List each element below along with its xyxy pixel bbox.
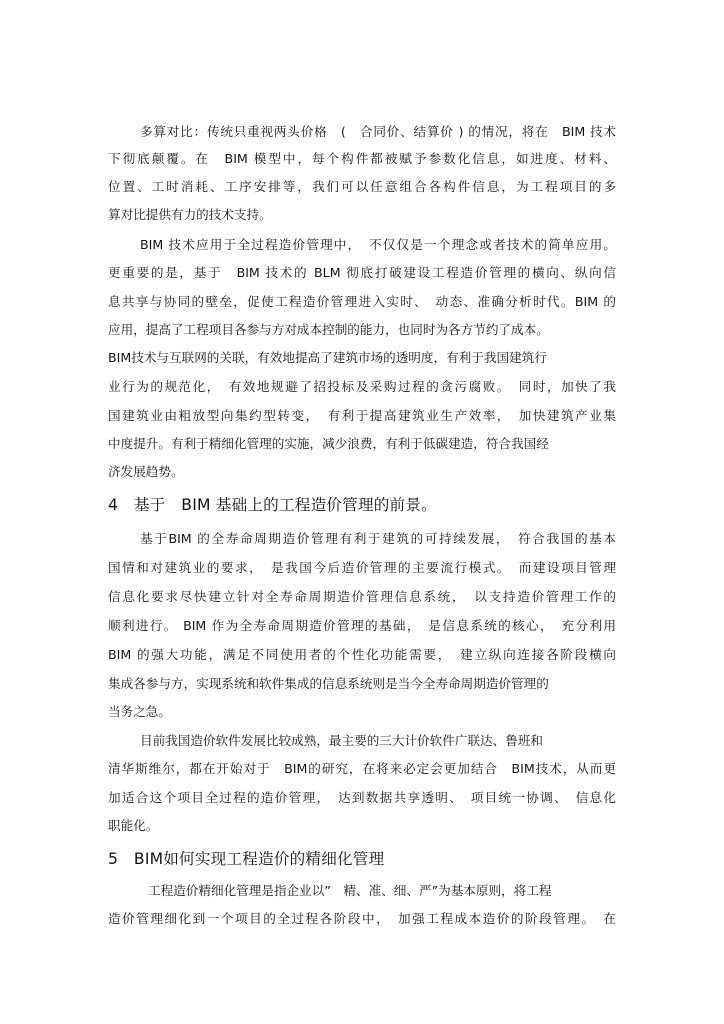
text-line: 位置、工时消耗、工序安排等，我们可以任意组合各构件信息，为工程项目的多 <box>108 179 616 194</box>
text-line: 国情和对建筑业的要求， 是我国今后造价管理的主要流行模式。 而建设项目管理 <box>108 560 616 575</box>
text-line: 息共享与协同的壁垒，促使工程造价管理进入实时、 动态、准确分析时代。BIM 的 <box>108 294 616 309</box>
text-line: 应用，提高了工程项目各参与方对成本控制的能力，也同时为各方节约了成本。 <box>108 322 549 337</box>
text-line: 目前我国造价软件发展比较成熟，最主要的三大计价软件广联达、鲁班和 <box>140 733 543 748</box>
section-heading: 4 基于 BIM 基础上的工程造价管理的前景。 <box>108 496 437 514</box>
text-line: 信息化要求尽快建立针对全寿命周期造价管理信息系统， 以支持造价管理工作的 <box>108 589 616 604</box>
text-line: 基于BIM 的全寿命周期造价管理有利于建筑的可持续发展， 符合我国的基本 <box>140 531 616 546</box>
text-line: 多算对比：传统只重视两头价格 ( 合同价、结算价 ) 的情况，将在 BIM 技术 <box>140 124 616 139</box>
text-line: BIM 技术应用于全过程造价管理中， 不仅仅是一个理念或者技术的简单应用。 <box>140 237 616 252</box>
text-line: BIM技术与互联网的关联，有效地提高了建筑市场的透明度，有利于我国建筑行 <box>108 350 547 365</box>
text-line: 当务之急。 <box>108 704 171 719</box>
text-line: 国建筑业由粗放型向集约型转变， 有利于提高建筑业生产效率， 加快建筑产业集 <box>108 408 616 423</box>
text-line: 集成各参与方，实现系统和软件集成的信息系统则是当今全寿命周期造价管理的 <box>108 676 549 691</box>
text-line: 济发展趋势。 <box>108 464 184 479</box>
text-line: BIM 的强大功能，满足不同使用者的个性化功能需要， 建立纵向连接各阶段横向 <box>108 647 616 662</box>
text-line: 造价管理细化到一个项目的全过程各阶段中， 加强工程成本造价的阶段管理。 在 <box>108 911 616 926</box>
text-line: 顺利进行。 BIM 作为全寿命周期造价管理的基础， 是信息系统的核心， 充分利用 <box>108 618 616 633</box>
text-line: 工程造价精细化管理是指企业以” 精、准、细、严”为基本原则，将工程 <box>148 883 552 898</box>
text-line: 加适合这个项目全过程的造价管理， 达到数据共享透明、 项目统一协调、 信息化 <box>108 790 616 805</box>
text-line: 算对比提供有力的技术支持。 <box>108 207 272 222</box>
text-line: 更重要的是，基于 BIM 技术的 BLM 彻底打破建设工程造价管理的横向、纵向信 <box>108 265 616 280</box>
text-line: 业行为的规范化， 有效地规避了招投标及采购过程的贪污腐败。 同时，加快了我 <box>108 379 616 394</box>
text-line: 下彻底颠覆。在 BIM 模型中，每个构件都被赋予参数化信息，如进度、材料、 <box>108 151 616 166</box>
text-line: 中度提升。有利于精细化管理的实施，减少浪费，有利于低碳建造，符合我国经 <box>108 436 549 451</box>
text-line: 职能化。 <box>108 818 159 833</box>
text-line: 清华斯维尔，都在开始对于 BIM的研究，在将来必定会更加结合 BIM技术，从而更 <box>108 761 616 776</box>
section-heading: 5 BIM如何实现工程造价的精细化管理 <box>108 850 385 868</box>
